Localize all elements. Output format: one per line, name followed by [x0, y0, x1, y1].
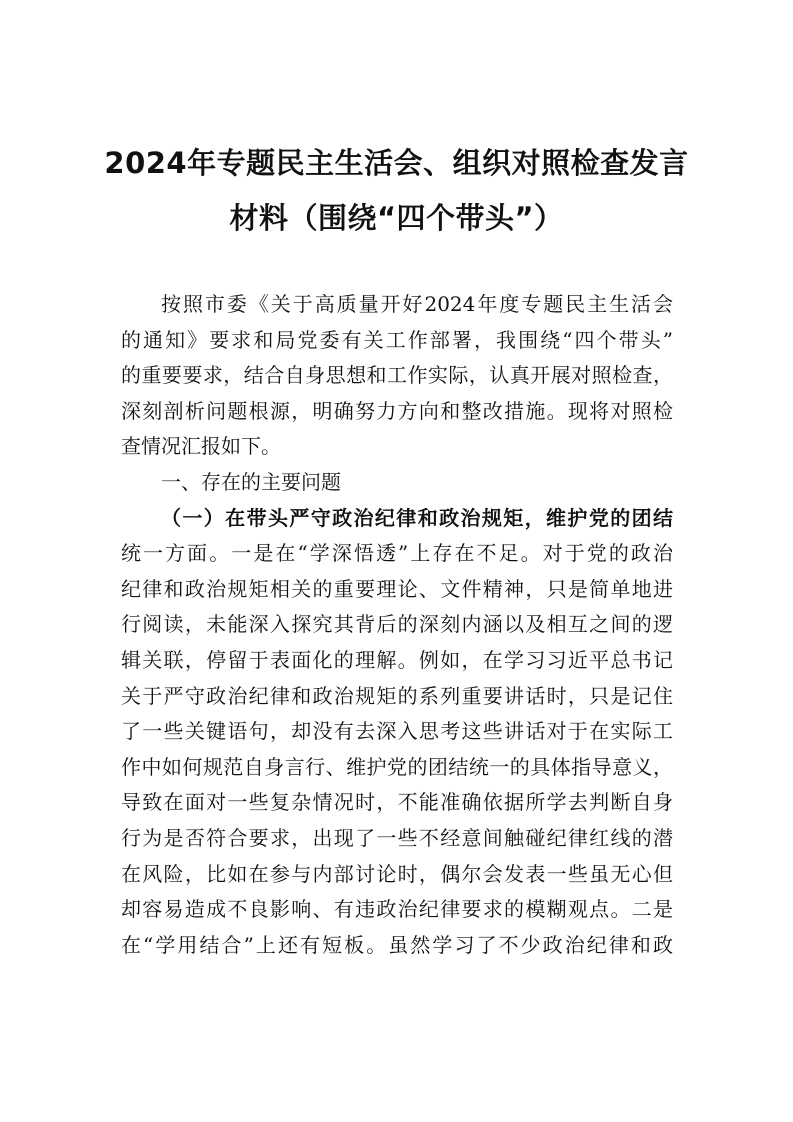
document-title-line-1: 2024年专题民主生活会、组织对照检查发言 — [104, 146, 689, 180]
intro-paragraph-line: 深刻剖析问题根源，明确努力方向和整改措施。现将对照检 — [121, 398, 673, 423]
body-paragraph-line: 关于严守政治纪律和政治规矩的系列重要讲话时，只是记住 — [121, 683, 673, 708]
body-paragraph-line: 辑关联，停留于表面化的理解。例如，在学习习近平总书记 — [121, 647, 673, 672]
intro-paragraph-line: 查情况汇报如下。 — [121, 434, 281, 459]
intro-paragraph-line: 的重要要求，结合自身思想和工作实际，认真开展对照检查， — [121, 363, 673, 388]
body-paragraph-line: 行为是否符合要求，出现了一些不经意间触碰纪律红线的潜 — [121, 825, 673, 850]
body-paragraph-line: 了一些关键语句，却没有去深入思考这些讲话对于在实际工 — [121, 719, 673, 744]
body-paragraph-line: 在风险，比如在参与内部讨论时，偶尔会发表一些虽无心但 — [121, 861, 673, 886]
section-heading: 一、存在的主要问题 — [161, 469, 341, 494]
body-paragraph-line: 纪律和政治规矩相关的重要理论、文件精神，只是简单地进 — [121, 576, 673, 601]
document-body — [121, 287, 673, 963]
body-paragraph-line: 行阅读，未能深入探究其背后的深刻内涵以及相互之间的逻 — [121, 612, 673, 637]
intro-paragraph-line: 的通知》要求和局党委有关工作部署，我围绕“四个带头” — [121, 327, 673, 352]
body-paragraph-line: 在“学用结合”上还有短板。虽然学习了不少政治纪律和政 — [121, 932, 673, 957]
subsection-title: （一）在带头严守政治纪律和政治规矩，维护党的团结 — [161, 505, 673, 530]
document-title-line-2: 材料（围绕“四个带头”） — [229, 201, 564, 235]
intro-paragraph-line: 按照市委《关于高质量开好2024年度专题民主生活会 — [161, 292, 673, 316]
body-paragraph-line: 作中如何规范自身言行、维护党的团结统一的具体指导意义， — [121, 754, 673, 779]
body-paragraph-line: 却容易造成不良影响、有违政治纪律要求的模糊观点。二是 — [121, 897, 673, 922]
body-paragraph-line: 统一方面。一是在“学深悟透”上存在不足。对于党的政治 — [121, 541, 673, 566]
body-paragraph-line: 导致在面对一些复杂情况时，不能准确依据所学去判断自身 — [121, 790, 673, 815]
